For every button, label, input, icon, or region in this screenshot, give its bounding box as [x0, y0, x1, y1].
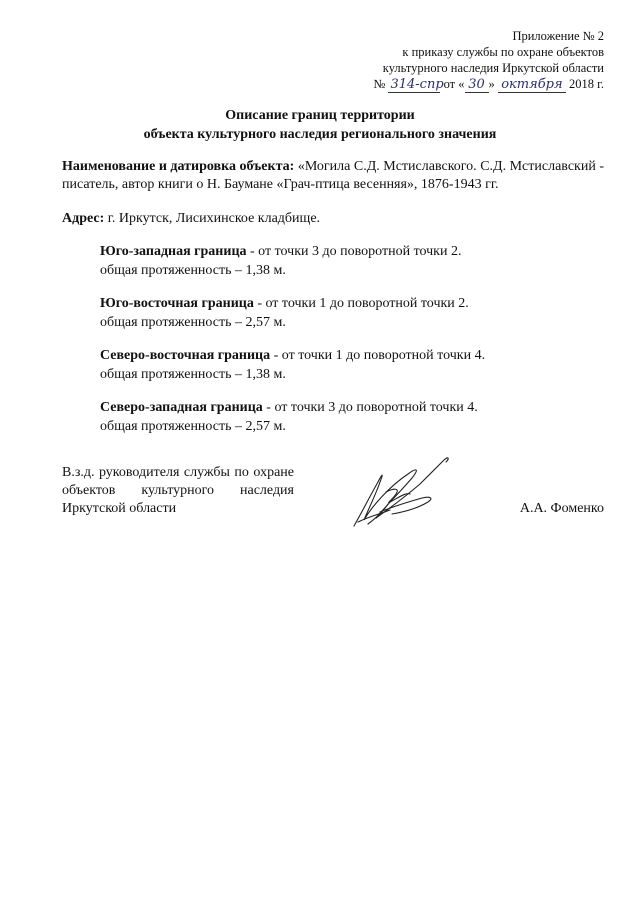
signatory-position: В.з.д. руководителя службы по охране объектов культурного наследия Иркутской области — [62, 465, 294, 516]
border-length: общая протяженность – 1,38 м. — [100, 367, 286, 382]
border-name: Северо-восточная граница — [100, 348, 271, 363]
address-paragraph — [62, 210, 604, 228]
border-description: - от точки 3 до поворотной точки 2. — [250, 244, 462, 259]
object-name-paragraph — [62, 158, 604, 194]
object-name-label: Наименование и датировка объекта: — [62, 159, 295, 174]
order-number-handwritten: 314-спр — [390, 77, 444, 92]
border-item — [100, 346, 600, 384]
border-item — [100, 242, 600, 280]
border-description: - от точки 3 до поворотной точки 4. — [266, 400, 478, 415]
appendix-header — [284, 28, 604, 93]
address-value: г. Иркутск, Лисихинское кладбище. — [107, 211, 321, 226]
border-description: - от точки 1 до поворотной точки 2. — [257, 296, 469, 311]
signatory-name: А.А. Фоменко — [519, 501, 604, 516]
border-name: Юго-западная граница — [100, 244, 247, 259]
order-month-handwritten: октября — [498, 78, 566, 93]
order-date-mid: » — [488, 77, 495, 91]
border-name: Юго-восточная граница — [100, 296, 254, 311]
appendix-agency: культурного наследия Иркутской области — [382, 61, 604, 75]
border-item — [100, 398, 600, 436]
border-name: Северо-западная граница — [100, 400, 263, 415]
order-number-prefix: № — [373, 77, 386, 91]
appendix-order-ref: к приказу службы по охране объектов — [402, 45, 604, 59]
border-length: общая протяженность – 2,57 м. — [100, 419, 286, 434]
border-item — [100, 294, 600, 332]
object-name-value: «Могила С.Д. Мстиславского. С.Д. Мстиславский - писатель, автор книги о Н. Баумане «Грач-птица весенняя», 1876-1943 гг. — [62, 159, 605, 192]
title-line-1: Описание границ территории — [225, 108, 415, 123]
border-length: общая протяженность – 2,57 м. — [100, 315, 286, 330]
address-label: Адрес: — [62, 211, 105, 226]
order-year: 2018 г. — [569, 77, 604, 91]
order-number-line — [284, 76, 604, 93]
document-title — [0, 106, 640, 144]
order-date-prefix: от « — [443, 77, 465, 91]
border-length: общая протяженность – 1,38 м. — [100, 263, 286, 278]
order-day-handwritten: 30 — [465, 78, 489, 93]
handwritten-signature — [350, 452, 460, 532]
title-line-2: объекта культурного наследия регионального значения — [143, 127, 497, 142]
appendix-title: Приложение № 2 — [512, 29, 604, 43]
border-description: - от точки 1 до поворотной точки 4. — [273, 348, 486, 363]
